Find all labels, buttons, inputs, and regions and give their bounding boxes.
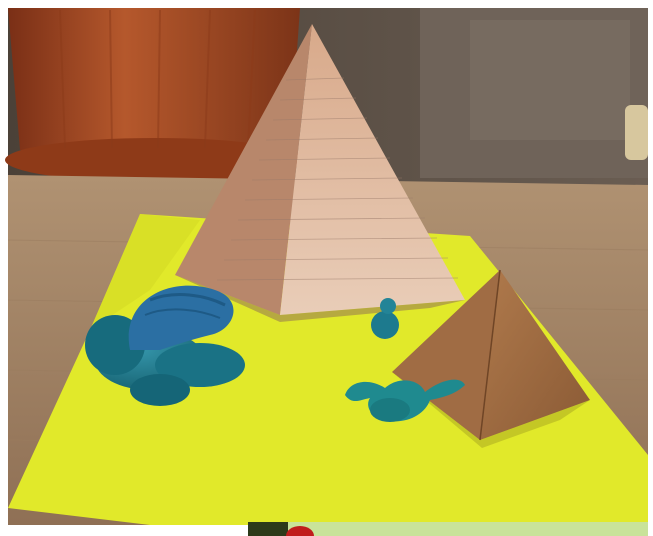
sphinx-base xyxy=(130,374,190,406)
side-object xyxy=(625,105,648,160)
second-photo-dark xyxy=(248,522,288,536)
figure-small-head xyxy=(380,298,396,314)
figure-small-body xyxy=(371,311,399,339)
wall-reflection xyxy=(470,20,630,140)
camel-hump xyxy=(370,398,410,422)
